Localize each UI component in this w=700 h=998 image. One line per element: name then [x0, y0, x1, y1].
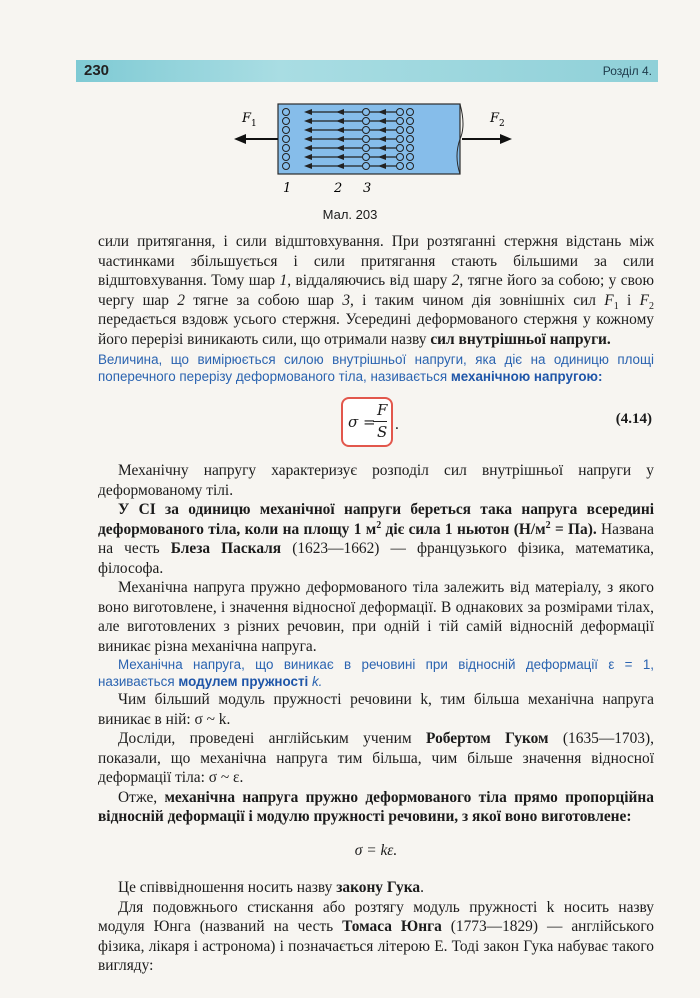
paragraph-4: Механічна напруга пружно деформованого тіла залежить від матеріалу, з якого воно виготовлене, і значення відносної деформації. В однакових за розмірами тілах, але виготовлених з різних речовин, при одній і тій самій відносній деформації виникає різна механічна напруга.: [98, 579, 654, 655]
paragraph-5: Чим більший модуль пружності речовини k, тим більша механічна напруга виникає в ній: σ ~ k.: [98, 691, 654, 728]
body-text: [98, 232, 654, 976]
formula-number: (4.14): [615, 411, 652, 427]
layer-label-3: 3: [363, 181, 372, 196]
paragraph-1: сили притягання, і сили відштовхування. При розтяганні стержня відстань між частинками збільшується і сили притягання стають більшими за сили відштовхування. Тому шар 1, віддаляючись від шару 2, тягне його за собою; у свою чергу шар 2 тягне за собою шар 3, і таким чином дія зовнішніх сил $F_1$ і $F_2$ передається вздовж усього стержня. Усередині деформованого стержня у кожному його перерізі виникають сили, що отримали назву сил внутрішньої напруги.: [98, 233, 654, 348]
paragraph-7: Отже, механічна напруга пружно деформованого тіла прямо пропорційна відносній деформації і модулю пружності речовини, з якої воно виготовлене:: [98, 788, 654, 825]
formula-4-14: σ = F S . (4.14): [98, 397, 654, 451]
paragraph-6: Досліди, проведені англійським ученим Робертом Гуком (1635—1703), показали, що механічна напруга тим більша, чим більше значення відносної деформації тіла: σ ~ ε.: [98, 730, 654, 786]
force-left-label: F: [242, 111, 252, 126]
header-bar: [76, 60, 658, 82]
definition-elastic-modulus: Механічна напруга, що виникає в речовині при відносній деформації ε = 1, називається модулем пружності k.: [98, 657, 654, 689]
formula-hooke: σ = kε.: [354, 841, 398, 859]
force-right-sub: 2: [499, 119, 505, 129]
definition-mechanical-stress: Величина, що вимірюється силою внутрішньої напруги, яка діє на одиницю площі поперечного перерізу деформованого тіла, називається механічною напругою:: [98, 352, 654, 384]
paragraph-3: У СІ за одиницю механічної напруги береться така напруга всередині деформованого тіла, коли на площу 1 $м^2$ діє сила 1 ньютон $(Н/м^2 = Па)$. Названа на честь Блеза Паскаля (1623—1662) — французького фізика, математика, філософа.: [98, 501, 655, 577]
paragraph-9: Для подовжнього стискання або розтягу модуль пружності k носить назву модуля Юнга (названий на честь Томаса Юнга (1773—1829) — англійського фізика, лікаря і астронома) і позначається літерою E. Тоді закон Гука набуває такого вигляду:: [98, 898, 654, 974]
figure-203: [230, 96, 520, 202]
chapter-label: Розділ 4.: [602, 64, 652, 78]
layer-label-1: 1: [283, 181, 292, 196]
paragraph-2: Механічну напругу характеризує розподіл сил внутрішньої напруги у деформованому тілі.: [98, 462, 654, 499]
layer-label-2: 2: [334, 181, 343, 196]
paragraph-8: Це співвідношення носить назву закону Гука.: [118, 879, 424, 896]
figure-caption: Мал. 203: [322, 207, 378, 222]
force-left-sub: 1: [251, 119, 257, 129]
formula-box: σ = F S: [341, 397, 393, 447]
page-number: 230: [84, 62, 110, 79]
force-right-label: F: [490, 111, 500, 126]
